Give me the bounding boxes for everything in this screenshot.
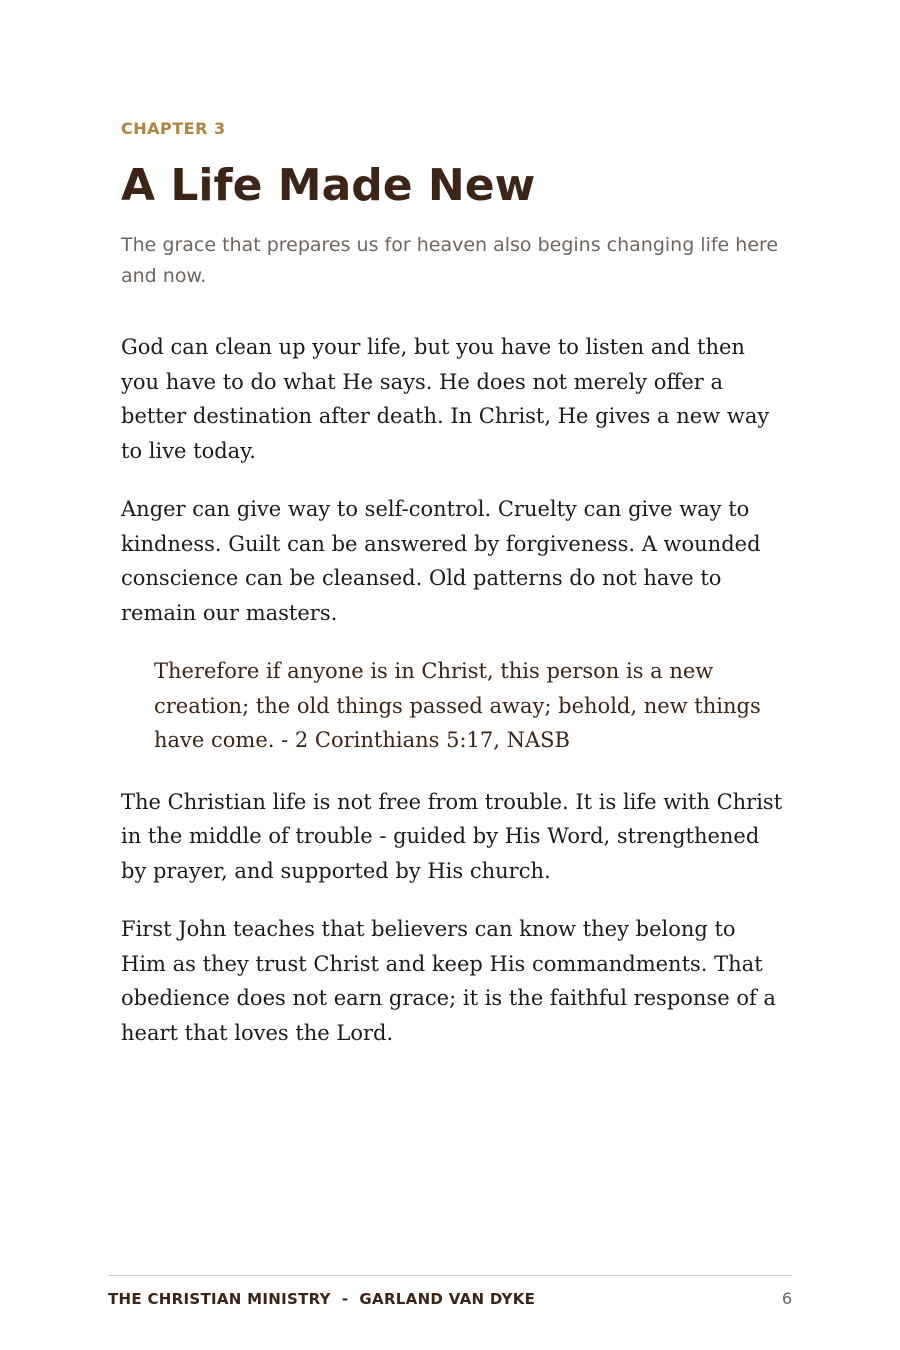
footer-divider [108, 1275, 792, 1276]
body-paragraph: The Christian life is not free from trouble. It is life with Christ in the middle of trouble - guided by His Word, strengthened by prayer, and supported by His church. [121, 789, 783, 883]
chapter-label: CHAPTER 3 [121, 119, 226, 138]
body-text [121, 330, 783, 1050]
body-paragraph: God can clean up your life, but you have to listen and then you have to do what He says. He does not merely offer a better destination after death. In Christ, He gives a new way to live today. [121, 335, 770, 463]
page-footer [108, 1289, 792, 1308]
page-content [121, 118, 783, 1074]
scripture-quote: Therefore if anyone is in Christ, this person is a new creation; the old things passed away; behold, new things have come. - 2 Corinthians 5:17, NASB [154, 659, 761, 752]
body-paragraph: First John teaches that believers can know they belong to Him as they trust Christ and keep His commandments. That obedience does not earn grace; it is the faithful response of a heart that loves the Lord. [121, 917, 776, 1045]
page-number: 6 [781, 1289, 792, 1308]
chapter-subtitle: The grace that prepares us for heaven also begins changing life here and now. [121, 234, 779, 287]
body-paragraph: Anger can give way to self-control. Cruelty can give way to kindness. Guilt can be answered by forgiveness. A wounded conscience can be cleansed. Old patterns do not have to remain our masters. [121, 497, 761, 625]
footer-running-title: THE CHRISTIAN MINISTRY - GARLAND VAN DYKE [108, 1289, 536, 1308]
chapter-title: A Life Made New [121, 160, 536, 211]
